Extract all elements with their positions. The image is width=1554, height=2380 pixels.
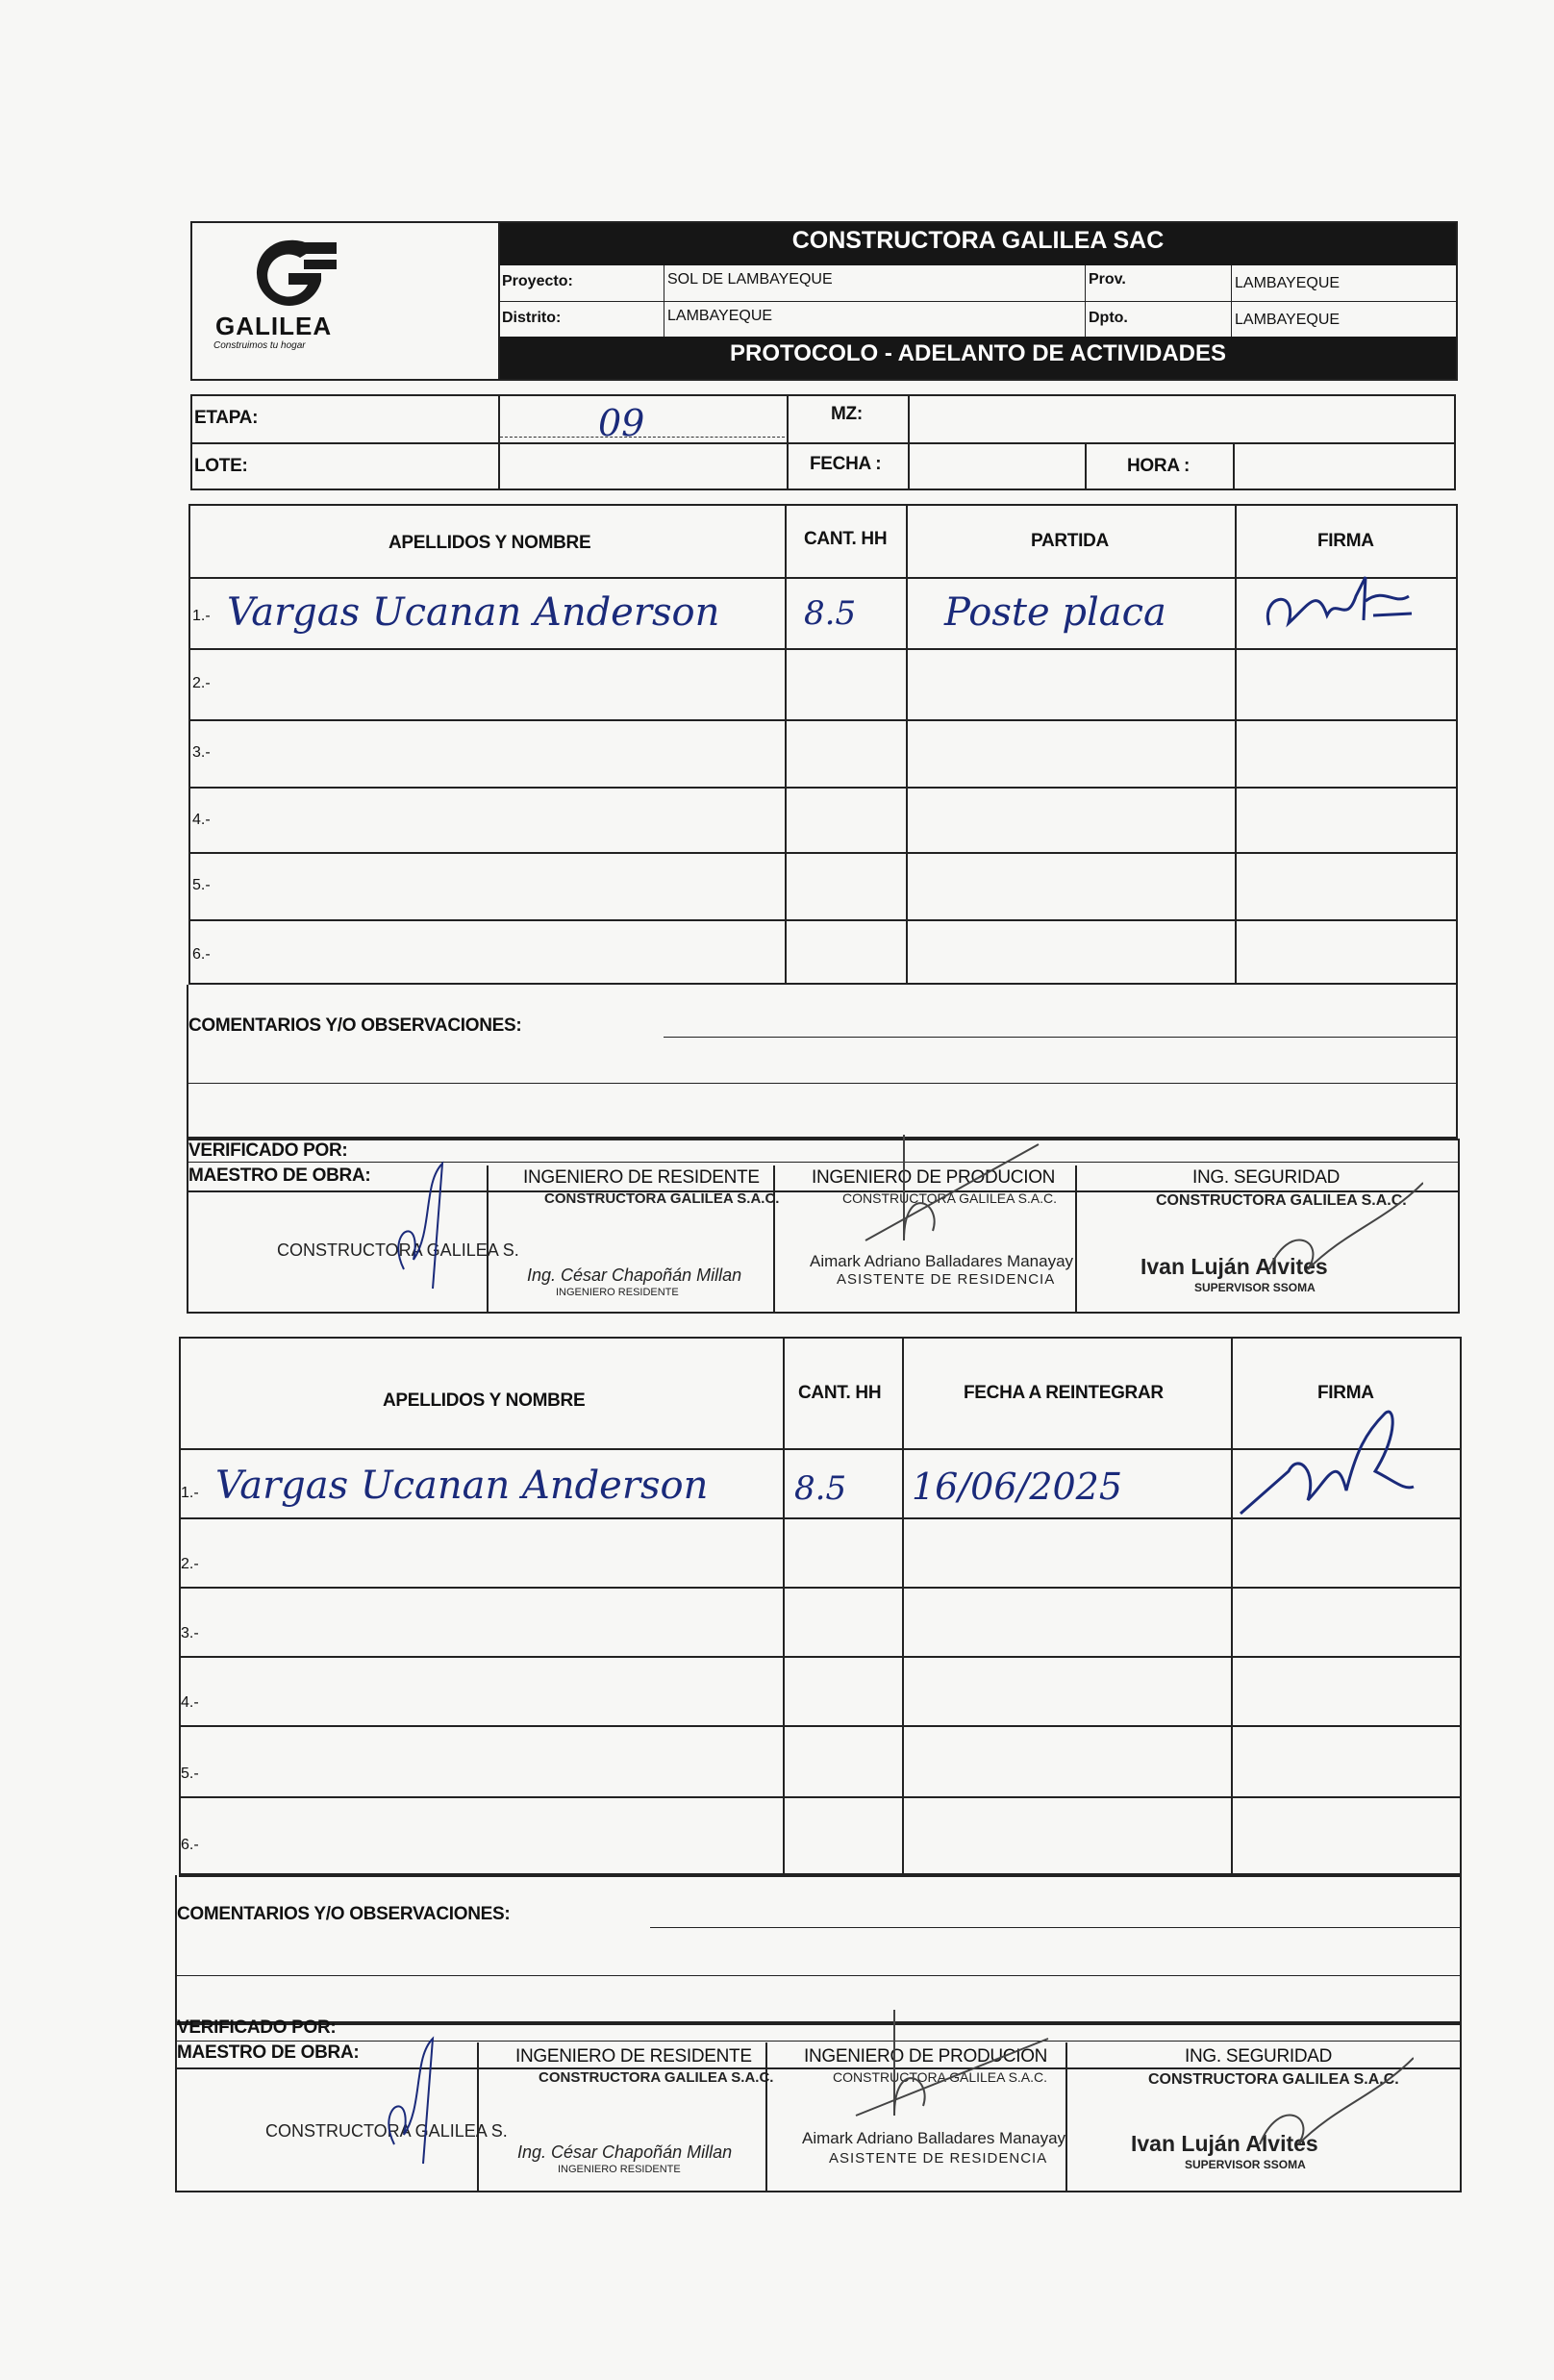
s1-header-name: APELLIDOS Y NOMBRE [388, 533, 591, 553]
s1-stamp-res-role: INGENIERO RESIDENTE [556, 1287, 679, 1298]
s2-stamp-prod-name: Aimark Adriano Balladares Manayay [802, 2129, 1066, 2147]
s2-stamp-res-role: INGENIERO RESIDENTE [558, 2164, 681, 2175]
prov-label: Prov. [1089, 271, 1126, 288]
s1-header-firma: FIRMA [1317, 531, 1374, 551]
s2-row-num-5: 5.- [181, 1766, 199, 1782]
s2-stamp-res-name: Ing. César Chapoñán Millan [517, 2142, 733, 2162]
lote-label: LOTE: [194, 456, 248, 476]
s2-residente-label: INGENIERO DE RESIDENTE [515, 2046, 752, 2067]
s1-comments-block [187, 985, 1458, 1139]
prov-value: LAMBAYEQUE [1235, 275, 1341, 291]
s2-comments-label: COMENTARIOS Y/O OBSERVACIONES: [177, 1904, 511, 1924]
company-title: CONSTRUCTORA GALILEA SAC [791, 227, 1165, 254]
s1-maestro-label: MAESTRO DE OBRA: [188, 1165, 371, 1186]
s2-seguridad-label: ING. SEGURIDAD [1185, 2046, 1333, 2067]
s1-stamp-seg-role: SUPERVISOR SSOMA [1194, 1281, 1316, 1294]
s1-stamp-seg-company: CONSTRUCTORA GALILEA S.A.C. [1156, 1192, 1407, 1209]
s2-row-num-3: 3.- [181, 1625, 199, 1641]
mz-label: MZ: [831, 404, 863, 424]
s1-row-signature-1 [1250, 567, 1423, 644]
logo-tagline: Construimos tu hogar [213, 340, 306, 351]
s1-comments-label: COMENTARIOS Y/O OBSERVACIONES: [188, 1015, 522, 1036]
fecha-label: FECHA : [810, 454, 882, 474]
s2-row-fecha-1: 16/06/2025 [912, 1466, 1123, 1508]
s1-row-num-5: 5.- [192, 877, 211, 893]
s1-residente-label: INGENIERO DE RESIDENTE [523, 1167, 760, 1188]
s1-row-num-3: 3.- [192, 744, 211, 761]
s2-header-name: APELLIDOS Y NOMBRE [383, 1390, 586, 1411]
s1-verification-signatures [365, 1125, 1423, 1317]
s2-verificado-label: VERIFICADO POR: [177, 2017, 337, 2038]
company-logo [192, 223, 498, 379]
etapa-label: ETAPA: [194, 408, 259, 428]
dpto-label: Dpto. [1089, 310, 1128, 326]
s1-row-cant-1: 8.5 [804, 594, 857, 633]
proyecto-value: SOL DE LAMBAYEQUE [667, 271, 833, 288]
s2-row-cant-1: 8.5 [794, 1469, 847, 1508]
s2-stamp-seg-company: CONSTRUCTORA GALILEA S.A.C. [1148, 2071, 1399, 2088]
s1-stamp-res-company: CONSTRUCTORA GALILEA S.A.C. [544, 1190, 780, 1207]
s2-header-fecha: FECHA A REINTEGRAR [964, 1383, 1164, 1403]
s2-header-cant: CANT. HH [798, 1383, 882, 1403]
s1-row-num-4: 4.- [192, 812, 211, 828]
distrito-label: Distrito: [502, 310, 562, 326]
protocol-title: PROTOCOLO - ADELANTO DE ACTIVIDADES [729, 340, 1227, 366]
s1-header-partida: PARTIDA [1031, 531, 1109, 551]
s2-stamp-seg-name: Ivan Luján Alvites [1131, 2131, 1318, 2156]
s2-stamp-maestro: CONSTRUCTORA GALILEA S. [265, 2121, 508, 2141]
s2-row-num-1: 1.- [181, 1485, 199, 1501]
s2-stamp-res-company: CONSTRUCTORA GALILEA S.A.C. [539, 2069, 774, 2086]
galilea-logo-icon [231, 235, 346, 312]
s1-verificado-label: VERIFICADO POR: [188, 1140, 348, 1161]
proyecto-label: Proyecto: [502, 273, 573, 289]
s2-row-num-6: 6.- [181, 1837, 199, 1853]
s2-row-name-1: Vargas Ucanan Anderson [215, 1464, 709, 1508]
s1-stamp-maestro: CONSTRUCTORA GALILEA S. [277, 1240, 519, 1260]
logo-text: GALILEA [215, 312, 333, 340]
dpto-value: LAMBAYEQUE [1235, 312, 1341, 328]
s1-row-partida-1: Poste placa [944, 590, 1166, 635]
s1-stamp-prod-company: CONSTRUCTORA GALILEA S.A.C. [842, 1190, 1058, 1206]
s1-row-num-6: 6.- [192, 946, 211, 963]
s1-row-num-1: 1.- [192, 608, 211, 624]
s2-row-num-2: 2.- [181, 1556, 199, 1572]
s2-stamp-seg-role: SUPERVISOR SSOMA [1185, 2158, 1306, 2171]
s1-produccion-label: INGENIERO DE PRODUCION [812, 1167, 1056, 1188]
s1-row-name-1: Vargas Ucanan Anderson [227, 590, 720, 635]
s2-produccion-label: INGENIERO DE PRODUCION [804, 2046, 1048, 2067]
s2-row-num-4: 4.- [181, 1694, 199, 1711]
s1-seguridad-label: ING. SEGURIDAD [1192, 1167, 1341, 1188]
hora-label: HORA : [1127, 456, 1191, 476]
s1-stamp-seg-name: Ivan Luján Alvites [1140, 1254, 1328, 1279]
s1-stamp-prod-name: Aimark Adriano Balladares Manayay [810, 1252, 1074, 1270]
s2-row-signature-1 [1231, 1394, 1423, 1519]
s2-stamp-prod-company: CONSTRUCTORA GALILEA S.A.C. [833, 2069, 1048, 2085]
s1-row-num-2: 2.- [192, 675, 211, 691]
s2-header-firma: FIRMA [1317, 1383, 1374, 1403]
s1-stamp-res-name: Ing. César Chapoñán Millan [527, 1265, 742, 1285]
distrito-value: LAMBAYEQUE [667, 308, 773, 324]
s2-verification-signatures [356, 2000, 1414, 2192]
etapa-value: 09 [598, 402, 645, 444]
s2-maestro-label: MAESTRO DE OBRA: [177, 2042, 360, 2063]
s1-stamp-prod-role: ASISTENTE DE RESIDENCIA [837, 1271, 1056, 1288]
s1-header-cant: CANT. HH [804, 529, 888, 549]
s2-stamp-prod-role: ASISTENTE DE RESIDENCIA [829, 2150, 1048, 2167]
